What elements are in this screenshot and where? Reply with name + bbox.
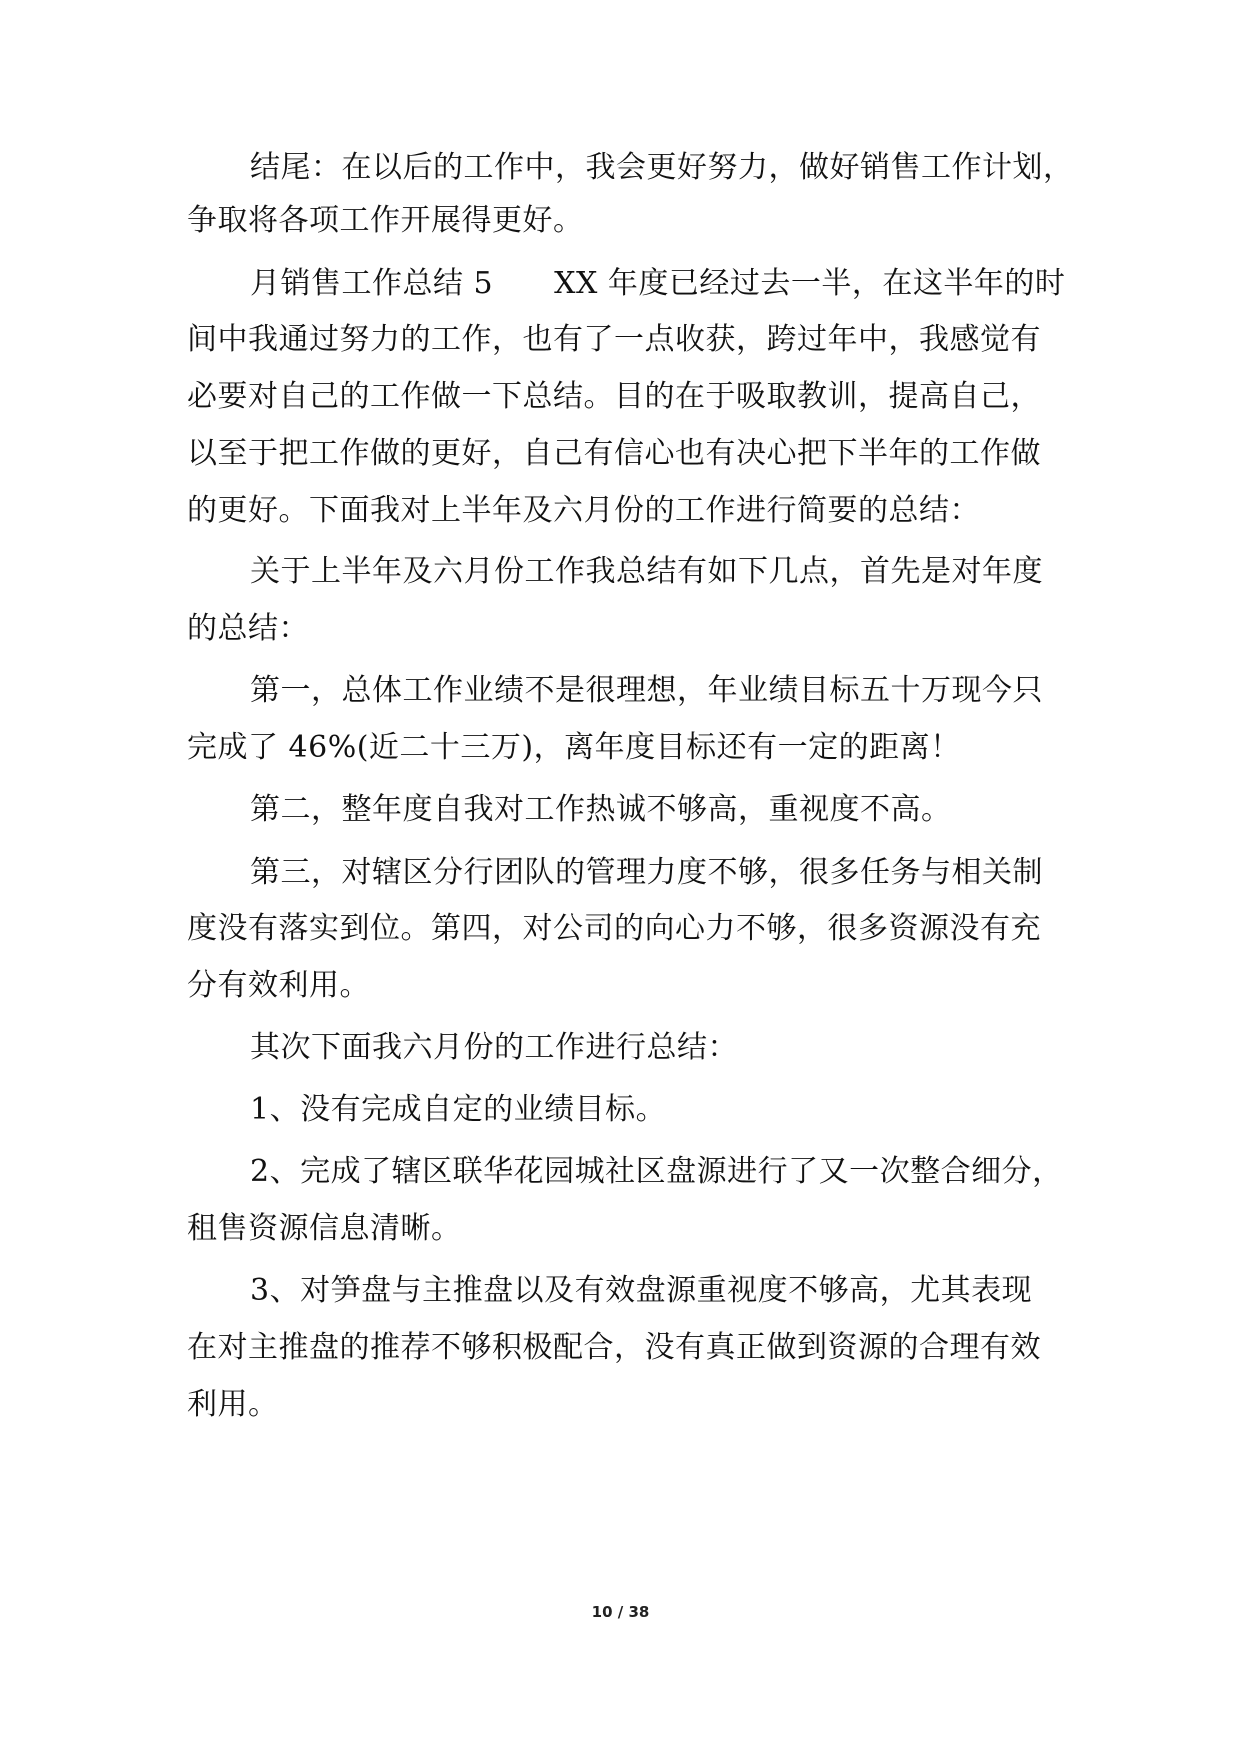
paragraph-line: 关于上半年及六月份工作我总结有如下几点，首先是对年度 bbox=[250, 554, 1043, 589]
paragraph-line: 的总结： bbox=[187, 611, 309, 646]
page-number: 10 / 38 bbox=[591, 1603, 650, 1621]
paragraph-line: 以至于把工作做的更好，自己有信心也有决心把下半年的工作做 bbox=[187, 436, 1041, 471]
paragraph-line: 必要对自己的工作做一下总结。目的在于吸取教训，提高自己， bbox=[187, 379, 1041, 414]
paragraph-line: 第二，整年度自我对工作热诚不够高，重视度不高。 bbox=[250, 792, 952, 827]
paragraph-line: 结尾：在以后的工作中，我会更好努力，做好销售工作计划， bbox=[250, 150, 1074, 185]
paragraph-line: 第三，对辖区分行团队的管理力度不够，很多任务与相关制 bbox=[250, 855, 1043, 890]
paragraph-line: 租售资源信息清晰。 bbox=[187, 1211, 462, 1246]
paragraph-line: 2、完成了辖区联华花园城社区盘源进行了又一次整合细分， bbox=[250, 1154, 1063, 1189]
paragraph-line: 月销售工作总结 5 XX 年度已经过去一半，在这半年的时 bbox=[250, 266, 1066, 301]
paragraph-line: 分有效利用。 bbox=[187, 968, 370, 1003]
paragraph-line: 完成了 46%(近二十三万)，离年度目标还有一定的距离！ bbox=[187, 730, 961, 765]
paragraph-line: 争取将各项工作开展得更好。 bbox=[187, 203, 584, 238]
paragraph-line: 其次下面我六月份的工作进行总结： bbox=[250, 1030, 738, 1065]
paragraph-line: 间中我通过努力的工作，也有了一点收获，跨过年中，我感觉有 bbox=[187, 322, 1041, 357]
paragraph-line: 在对主推盘的推荐不够积极配合，没有真正做到资源的合理有效 bbox=[187, 1330, 1041, 1365]
paragraph-line: 3、对笋盘与主推盘以及有效盘源重视度不够高，尤其表现 bbox=[250, 1273, 1033, 1308]
paragraph-line: 第一，总体工作业绩不是很理想，年业绩目标五十万现今只 bbox=[250, 673, 1043, 708]
paragraph-line: 1、没有完成自定的业绩目标。 bbox=[250, 1092, 667, 1127]
paragraph-line: 利用。 bbox=[187, 1387, 279, 1422]
paragraph-line: 度没有落实到位。第四，对公司的向心力不够，很多资源没有充 bbox=[187, 911, 1041, 946]
paragraph-line: 的更好。下面我对上半年及六月份的工作进行简要的总结： bbox=[187, 493, 980, 528]
